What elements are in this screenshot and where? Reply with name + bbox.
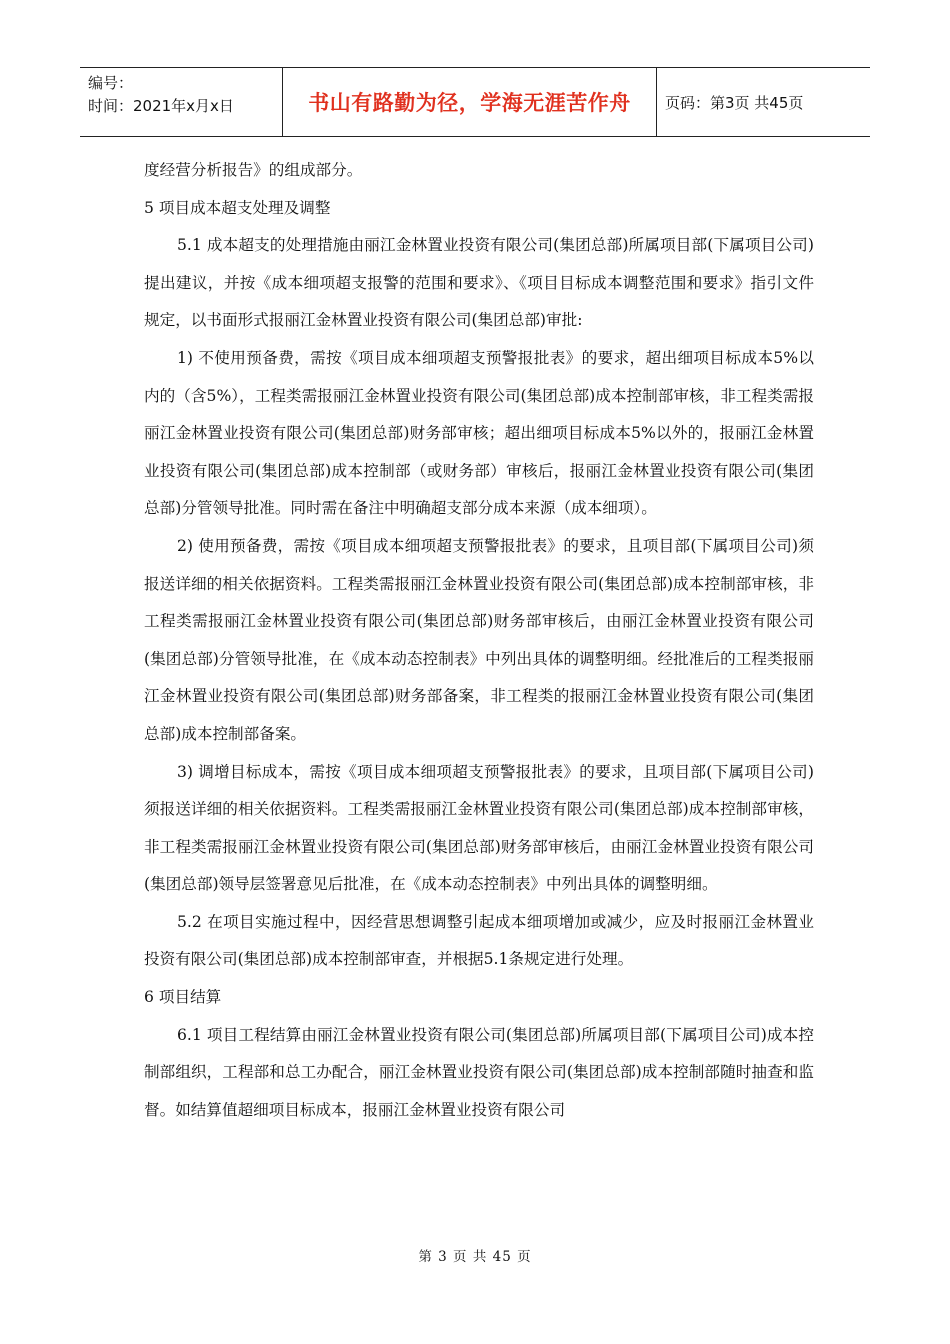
time-label: 时间：2021年x月x日 [88, 97, 234, 115]
serial-label: 编号： [88, 74, 134, 92]
paragraph-item-1: 1) 不使用预备费，需按《项目成本细项超支预警报批表》的要求，超出细项目标成本5%以内的（含5%），工程类需报丽江金林置业投资有限公司(集团总部)成本控制部审核，非工程类需报丽江金林置业投资有限公司(集团总部)财务部审核；超出细项目标成本5%以外的，报丽江金林置业投资有限公司(集团总部)成本控制部（或财务部）审核后，报丽江金林置业投资有限公司(集团总部)分管领导批准。同时需在备注中明确超支部分成本来源（成本细项）。 [144, 348, 814, 518]
header-motto-cell [283, 68, 657, 136]
page-footer: 第 3 页 共 45 页 [418, 1249, 532, 1265]
paragraph-item-3: 3) 调增目标成本，需按《项目成本细项超支预警报批表》的要求，且项目部(下属项目公司)须报送详细的相关依据资料。工程类需报丽江金林置业投资有限公司(集团总部)成本控制部审核，非工程类需报丽江金林置业投资有限公司(集团总部)财务部审核后，由丽江金林置业投资有限公司(集团总部)领导层签署意见后批准，在《成本动态控制表》中列出具体的调整明细。 [144, 762, 814, 894]
paragraph-5-1: 5.1 成本超支的处理措施由丽江金林置业投资有限公司(集团总部)所属项目部(下属项目公司)提出建议，并按《成本细项超支报警的范围和要求》、《项目目标成本调整范围和要求》指引文件规定，以书面形式报丽江金林置业投资有限公司(集团总部)审批: [144, 236, 814, 330]
header-page-cell [657, 68, 870, 136]
section-heading-5: 5 项目成本超支处理及调整 [144, 198, 331, 217]
page-info: 页码：第3页 共45页 [665, 93, 804, 112]
section-heading-6: 6 项目结算 [144, 988, 222, 1007]
paragraph-6-1: 6.1 项目工程结算由丽江金林置业投资有限公司(集团总部)所属项目部(下属项目公司)成本控制部组织，工程部和总工办配合，丽江金林置业投资有限公司(集团总部)成本控制部随时抽查和监督。如结算值超细项目标成本，报丽江金林置业投资有限公司 [144, 1025, 814, 1119]
page-header [80, 67, 870, 137]
paragraph-continued: 度经营分析报告》的组成部分。 [144, 161, 363, 179]
document-body [144, 152, 814, 1129]
paragraph-item-2: 2) 使用预备费，需按《项目成本细项超支预警报批表》的要求，且项目部(下属项目公司)须报送详细的相关依据资料。工程类需报丽江金林置业投资有限公司(集团总部)成本控制部审核，非工程类需报丽江金林置业投资有限公司(集团总部)财务部审核后，由丽江金林置业投资有限公司(集团总部)分管领导批准，在《成本动态控制表》中列出具体的调整明细。经批准后的工程类报丽江金林置业投资有限公司(集团总部)财务部备案，非工程类的报丽江金林置业投资有限公司(集团总部)成本控制部备案。 [144, 536, 814, 743]
motto-text: 书山有路勤为径，学海无涯苦作舟 [308, 91, 631, 115]
header-meta-cell [80, 68, 283, 136]
paragraph-5-2: 5.2 在项目实施过程中，因经营思想调整引起成本细项增加或减少，应及时报丽江金林置业投资有限公司(集团总部)成本控制部审查，并根据5.1条规定进行处理。 [144, 912, 814, 969]
